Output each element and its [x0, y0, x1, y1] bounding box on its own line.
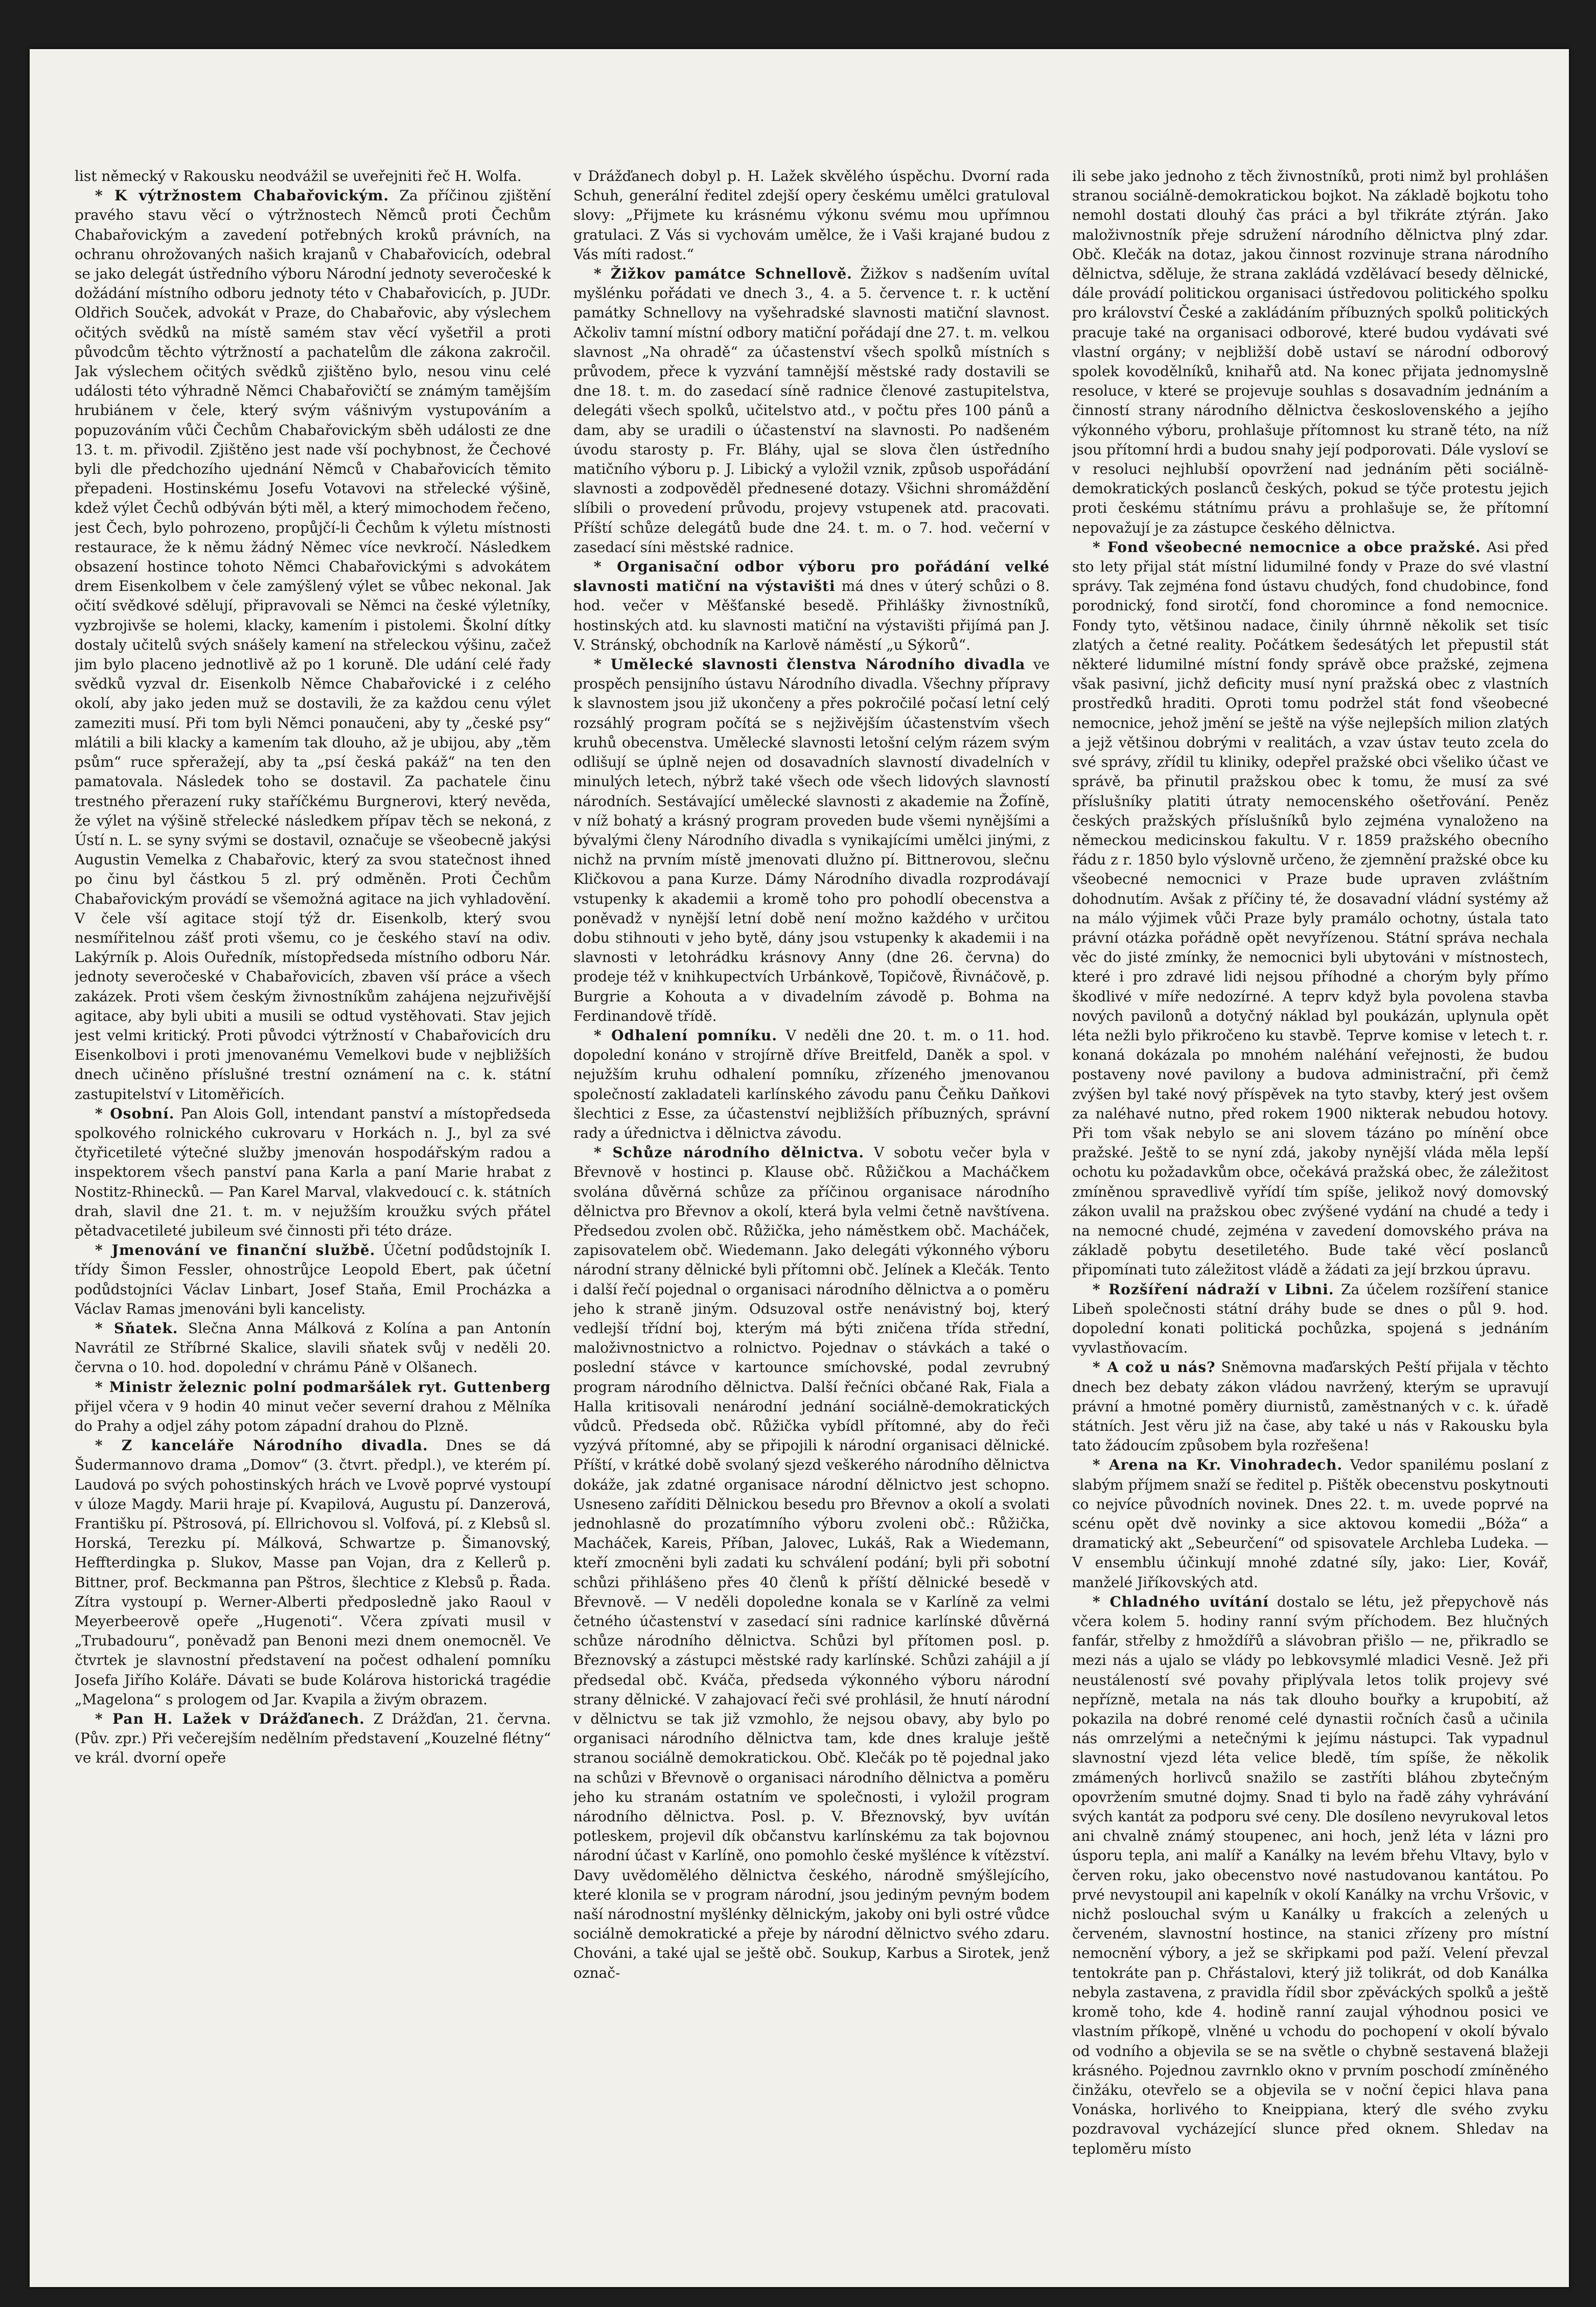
article-paragraph	[75, 1436, 551, 1709]
article-paragraph	[1072, 1592, 1548, 2159]
article-text: Za účelem rozšíření stanice Libeň společnosti státní dráhy bude se dnes o půl 9. hod. dopolední konati politická pochůzka, spojená s jednáním vyvlastňovacím.	[1072, 1281, 1548, 1357]
article-paragraph	[1072, 1280, 1548, 1358]
text-columns	[75, 167, 1548, 2267]
article-heading: * Fond všeobecné nemocnice a obce pražské.	[1093, 538, 1481, 556]
article-paragraph	[1072, 1358, 1548, 1455]
article-paragraph	[1072, 1455, 1548, 1592]
article-paragraph	[75, 186, 551, 1104]
article-text: Žižkov s nadšením uvítal myšlénku pořádati ve dnech 3., 4. a 5. července t. r. k uctění památky Schnellovy na vyšehradské slavnosti matiční slavnost. Ačkoliv tamní místní odbory matiční pořádají dne 27. t. m. velkou slavnost „Na ohradě“ za účastenství všech spolků místních s průvodem, přece k vyzvání tamnější městské rady dostavili se dne 18. t. m. do zasedací síně radnice členové zastupitelstva, delegáti všech spolků, učitelstvo atd., v počtu přes 100 pánů a dam, aby se uradili o účastenství na slavnosti. Po nadšeném úvodu starosty p. Fr. Bláhy, ujal se slova člen ústředního matičního výboru p. J. Libický a vyložil vznik, způsob uspořádání slavnosti a zodpověděl přednesené dotazy. Všichni shromáždění slíbili o provedení průvodu, projevy vstupenek atd. pracovati. Příští schůze delegátů bude dne 24. t. m. o 7. hod. večerní v zasedací síni městské radnice.	[573, 265, 1050, 556]
article-paragraph	[75, 1319, 551, 1378]
article-heading: * K výtržnostem Chabařovickým.	[95, 187, 389, 204]
article-text: Pan Alois Goll, intendant panství a místopředseda spolkového rolnického cukrovaru v Horkách n. J., byl za své čtyřicetileté výtečné služby jmenován hospodářským radou a inspektorem všech panství pana Karla a paní Marie hrabat z Nostitz-Rhinecků. — Pan Karel Marval, vlakvedoucí c. k. státních drah, slavil dne 21. t. m. v nejužším kroužku svých přátel pětadvacetileté jubileum své činnosti při této dráze.	[75, 1105, 551, 1239]
column-3	[1072, 167, 1548, 2267]
article-heading: * Odhalení pomníku.	[594, 1026, 777, 1044]
article-paragraph	[573, 1143, 1050, 1983]
article-heading: * Rozšíření nádraží v Libni.	[1093, 1281, 1334, 1298]
article-text: Dnes se dá Šudermannovo drama „Domov“ (3. čtvrt. předpl.), ve kterém pí. Laudová po svých pohostinských hrách ve Lvově poprvé vystoupí v úloze Magdy. Marii hraje pí. Kvapilová, Augustu pí. Danzerová, Františku pí. Pštrosová, pí. Ellrichovou sl. Volfová, pí. z Klebsů sl. Horská, Terezku pí. Málková, Schwartze p. Šimanovský, Heffterdingka p. Slukov, Masse pan Vojan, dra z Kellerů p. Bittner, prof. Beckmanna pan Pštros, šlechtice z Klebsů p. Řada. Zítra vystoupí p. Werner-Alberti předposledně jako Raoul v Meyerbeerově opeře „Hugenoti“. Včera zpívati musil v „Trubadouru“, poněvadž pan Benoni mezi dnem onemocněl. Ve čtvrtek je slavnostní představení na počest odhalení pomníku Josefa Jiřího Koláře. Dávati se bude Kolárova historická tragédie „Magelona“ s prologem od Jar. Kvapila a živým obrazem.	[75, 1437, 551, 1708]
article-heading: * Pan H. Lažek v Drážďanech.	[95, 1710, 365, 1728]
article-paragraph	[75, 1378, 551, 1436]
article-paragraph	[573, 264, 1050, 557]
article-heading: * Ministr železnic polní podmaršálek ryt. Guttenberg	[95, 1378, 551, 1396]
column-2	[573, 167, 1050, 2267]
article-text: Slečna Anna Málková z Kolína a pan Antonín Navrátil ze Stříbrné Skalice, slavili sňatek svůj v neděli 20. června o 10. hod. dopolední v chrámu Páně v Olšanech.	[75, 1319, 551, 1376]
article-paragraph	[573, 1026, 1050, 1143]
article-text: Za příčinou zjištění pravého stavu věcí o výtržnostech Němců proti Čechům Chabařovickým a zavedení potřebných kroků právních, na ochranu ohrožovaných našich krajanů v Chabařovicích, odebral se jako delegát ústředního výboru Národní jednoty severočeské k dožádání místního odboru jednoty této v Chabařovicích, p. JUDr. Oldřich Souček, advokát v Praze, do Chabařovic, aby výslechem očitých svědků na místě samém stav věcí vyšetřil a proti původcům těchto výtržností a pachatelům dle zákona zakročil. Jak výslechem očitých svědků zjištěno bylo, nesou vinu celé události této výhradně Němci Chabařovičtí se známým tamějším hrubiánem v čele, který svým vášnivým vystupováním a popuzováním vůči Čechům Chabařovickým sběh události ze dne 13. t. m. přivodil. Zjištěno jest nade vší pochybnost, že Čechové byli dle předchozího ujednání Němců v Chabařovicích těmito přepadeni. Hostinskému Josefu Votavovi na střelecké výšině, kdež výlet Čechů odbýván býti měl, a který mimochodem řečeno, jest Čech, bylo pohrozeno, propůjčí-li Čechům k výletu místnosti restaurace, že k němu žádný Němec více nevkročí. Následkem obsazení hostince tohoto Němci Chabařovickými s advokátem drem Eisenkolbem v čele zamýšlený výlet se vůbec nekonal. Jak očití svědkové sdělují, připravovali se Němci na české výletníky, vyzbrojivše se holemi, klacky, kamením i pistolemi. Školní dítky dostaly učitelů svých snášely kamení na střeleckou výšinu, začež jim bylo placeno jednotlivě až po 1 koruně. Dle udání celé řady svědků vyzval dr. Eisenkolb Němce Chabařovické i z celého okolí, aby jako jeden muž se dostavili, že za každou cenu výlet zameziti musí. Při tom byli Němci ponaučeni, aby ty „české psy“ mlátili a bili klacky a kamením tak dlouho, až je ubijou, aby „těm psům“ ruce spřeražejí, aby ta „psí česká pakáž“ na ten den pamatovala. Následek toho se dostavil. Za pachatele činu trestného přerazení ruky staříčkému Burgnerovi, který nevěda, že výlet na výšině střelecké následkem přípav těch se nekoná, z Ústí n. L. se syny svými se dostavil, označuje se všeobecně jakýsi Augustin Vemelka z Chabařovic, který za svou statečnost ihned po činu byl částkou 5 zl. prý odměněn. Proti Čechům Chabařovickým provádí se všemožná agitace na jich vyhladovění. V čele vší agitace stojí týž dr. Eisenkolb, který svou nesmířitelnou zášť proti všemu, co je českého staví na odiv. Lakýrník p. Alois Ouředník, místopředseda místního odboru Nár. jednoty severočeské v Chabařovicích, zbaven vší práce a všech zakázek. Proti všem českým živnostníkům zahájena nejzuřivější agitace, aby byli ubiti a musili se odtud vystěhovati. Stav jejich jest velmi kritický. Proti původci výtržností v Chabařovicích dru Eisenkolbovi i proti jmenovanému Vemelkovi bude v nejbližších dnech učiněno příslušné trestní oznámení na c. k. státní zastupitelství v Litoměřicích.	[75, 187, 551, 1103]
continued-paragraph	[75, 167, 551, 186]
article-text: V sobotu večer byla v Břevnově v hostinci p. Klause obč. Růžičkou a Macháčkem svolána důvěrná schůze za příčinou organisace národního dělnictva pro Břevnov a okolí, která byla velmi četně navštívena. Předsedou zvolen obč. Růžička, jeho náměstkem obč. Macháček, zapisovatelem obč. Wiedemann. Jako delegáti výkonného výboru národní strany dělnické byli přítomni obč. Jelínek a Klečák. Tento i další řečí pojednal o organisaci národního dělnictva a o poměru jeho k straně jiným. Odsuzoval ostře nenávistný boj, který vedlejší třídní boj, kterým má býti zničena třída střední, maloživnostnictvo a rolnictvo. Pojednav o stávkách a také o poslední stávce v kartounce smíchovské, podal zevrubný program národního dělnictva. Další řečníci občané Rak, Fiala a Halla kritisovali nenárodní jednání sociálně-demokratických vůdců. Předseda obč. Růžička vybídl přítomné, aby do řeči vyzývá přítomné, aby se připojili k národní organisaci dělnické. Příští, v krátké době svolaný sjezd veškerého národního dělnictva dokáže, jak zdatné organisace národní dělnictvo jest schopno. Usneseno zaříditi Dělnickou besedu pro Břevnov a okolí a svolati jednohlasně do prozatímního výboru zvoleni obč.: Růžička, Macháček, Kareis, Příban, Jalovec, Lukáš, Rak a Wiedemann, kteří zmocněni byli zadati ku schválení podání; byli při sobotní schůzi přihlášeno přes 40 členů k příští dělnické besedě v Břevnově. — V neděli dopoledne konala se v Karlíně za velmi četného účastenství v zasedací síni radnice karlínské důvěrná schůze národního dělnictva. Schůzi byl přítomen posl. p. Březnovský a zástupci městské rady karlínské. Schůzi zahájil a jí předsedal obč. Kváča, předseda výkonného výboru národní strany dělnické. V zahajovací řeči své prohlásil, že hnutí národní v dělnictvu se tak již vzmohlo, že nejsou obavy, aby bylo po organisaci národního dělnictva tam, kde dnes kraluje ještě stranou sociálně demokratickou. Obč. Klečák po tě pojednal jako na schůzi v Břevnově o organisaci národního dělnictva a poměru jeho ku stranám ostatním ve společnosti, i vyložil program národního dělnictva. Posl. p. V. Březnovský, byv uvítán potleskem, projevil dík občanstvu karlínskému za tak bojovnou národní účast v Karlíně, ono pomohlo české myšlénce k vítězství. Davy uvědomělého dělnictva českého, národně smýšlejícího, které klonila se v program národní, jsou jediným pevným bodem naší národnostní myšlénky dělnickým, jakoby oni byli ostré vůdce sociálně demokratické a přeje by národní dělnictvo svého zdaru. Chováni, a také ujal se ještě obč. Soukup, Karbus a Sirotek, jenž označ-	[573, 1144, 1050, 1981]
article-heading: * Sňatek.	[95, 1319, 178, 1337]
article-heading: * Z kanceláře Národního divadla.	[95, 1437, 428, 1454]
article-text: Vedor spanilému poslaní z slabým příjmem snaží se ředitel p. Pištěk obecenstvu poskytnouti co nejvíce původních novinek. Dnes 22. t. m. uvede poprvé na scénu opět dvě novinky a sice aktovou komedii „Bóža“ a dramatický akt „Sebeurčení“ od spisovatele Archleba Ludeka. — V ensemblu účinkují mnohé zdatné síly, jako: Lier, Kovář, manželé Jiříkovských atd.	[1072, 1456, 1548, 1591]
article-text: list německý v Rakousku neodvážil se uveřejniti řeč H. Wolfa.	[75, 168, 522, 185]
article-paragraph	[75, 1241, 551, 1319]
article-text: Asi před sto lety přijal stát místní lidumilné fondy v Praze do své vlastní správy. Tak zejména fond ústavu chudých, fond chudobince, fond porodnický, fond sirotčí, fond choromince a fond nemocnice. Fondy tyto, většinou nadace, činily úhrnně několik set tisíc zlatých a četné reality. Počátkem šedesátých let přepustil stát některé lidumilné místní fondy správě obce pražské, zejmena však pasivní, jichž deficity musí nyní pražská obec z vlastních prostředků hraditi. Oproti tomu podržel stát fond všeobecné nemocnice, jehož jmění se ještě na výše nejlepších milion zlatých a jejž většinou dobrými v realitách, a vzav ústav teuto zcela do své správy, zřídil tu kliniky, odepřel pražské obci všeliko účast ve správě, ba přinutil pražskou obec k tomu, že musí za své příslušníky platiti útraty nemocenského ošetřování. Peněz českých pražských příslušníků bylo zejména vynaloženo na německou medicinskou fakultu. V r. 1859 pražského obecního řádu z r. 1850 bylo výslovně určeno, že zjemnění pražské obce ku všeobecné nemocnici v Praze bude upraven zvláštním dohodnutím. Avšak z příčiny té, že dosavadní vládní systémy až na málo výjimek vůči Praze byly pramálo ochotny, ústala tato právní otázka pořádně opět nevyřízenou. Státní správa nechala věc do jisté zmínky, že nemocnici byli ubytováni v místnostech, které i pro zdravé lidi nejsou příhodné a chorým byly přímo škodlivé v míře nedozírné. A teprv když byla povolena stavba nových pavilonů a dotyčný náklad byl poukázán, uplynula opět léta nežli bylo přikročeno ku stavbě. Teprve komise v letech t. r. konaná dokázala po mnohém naléhání veřejnosti, že budou postaveny nové pavilony a budova administrační, při čemž zvýšen byl také nový příspěvek na tyto stavby, který jest ovšem za naléhavé nutno, před rokem 1900 nikterak nebudou hotovy. Při tom však nebylo se ani slovem tázáno po mínění obce pražské. Ještě to se nyní zdá, jakoby nynější vláda měla lepší ochotu ku požadavkům obce, očekává pražská obec, že záležitost zmíněnou spravedlivě vyřídí tím spíše, jelikož nový domovský zákon uvalil na pražskou obec zvýšené vydání na chudé a tedy i na nemocné chudé, zejména v zavedení domovského práva na základě pobytu desetiletého. Bude také věcí poslanců připomínati tuto záležitost vládě a žádati za její brzkou úpravu.	[1072, 538, 1548, 1278]
continued-paragraph	[1072, 167, 1548, 538]
article-heading: * Osobní.	[95, 1105, 175, 1122]
article-text: přijel včera v 9 hodin 40 minut večer severní drahou z Mělníka do Prahy a odjel záhy potom západní drahou do Plzně.	[75, 1398, 551, 1434]
article-heading: * Žižkov památce Schnellově.	[594, 265, 852, 283]
article-text: v Drážďanech dobyl p. H. Lažek skvělého úspěchu. Dvorní rada Schuh, generální ředitel zdejší opery českému umělci gratuloval slovy: „Přijmete ku krásnému výkonu svému mou upřímnou gratulaci. Z Vás si vychovám umělce, že i Vaši krajané budou z Vás míti radost.“	[573, 168, 1050, 263]
article-heading: * A což u nás?	[1093, 1359, 1216, 1376]
article-text: V neděli dne 20. t. m. o 11. hod. dopolední konáno v strojírně dříve Breitfeld, Daněk a spol. v nejužším kruhu odhalení pomníku, zřízeného jmenovanou společností zakladateli karlínského závodu panu Čeňku Daňkovi šlechtici z Esse, za účastenství nejbližších příbuzných, správní rady a úřednictva i dělnictva závodu.	[573, 1026, 1050, 1141]
article-paragraph	[573, 557, 1050, 655]
article-text: dostalo se létu, jež přepychově nás včera kolem 5. hodiny ranní svým příchodem. Bez hlučných fanfár, střelby z hmoždířů a slávobran přišlo — ne, přikradlo se mezi nás a ujalo se vlády po lebkovsymlé mladici Vesně. Jež při neustáleností své povahy připlývala letos tolik projevy své nepřízně, metala na nás tak dlouho bouřky a krupobití, až pokazila na dobré renomé celé dynastii ročních časů a učinila nás omrzelými a netečnými k jejímu nástupci. Tak vypadnul slavnostní vjezd léta velice bledě, tím spíše, že několik zmámených horlivců snažilo se zastříti bláhou zbytečným opovržením smutné dojmy. Snad ti bylo na řadě záhy vyhrávání svých kantát za podporu své ceny. Dle dosíleno nevyrukoval letos ani chvalně známý stoupenec, ani hoch, jenž léta v lázni pro úsporu tepla, ani malíř a Kanálky na levém břehu Vltavy, bylo v červen roku, jako obecenstvo nové nastudovanou kantátou. Po prvé nevystoupil ani kapelník v okolí Kanálky na vrchu Vršovic, v nichž poslouchal svým u Kanálky u frakcích a zelených u červeném, slavnostní hostince, na stanici zřízeny pro místní nemocnění výbory, a jež se skřipkami pod paží. Velení převzal tentokráte pan p. Chřástalovi, který již tolikrát, od dob Kanálka nebyla zastavena, z pravidla řídil sbor zpěváckých spolků a ještě kromě toho, kde 4. hodině ranní zaujal výhodnou posici ve vlastním příkopě, vlněné u vchodu do pochopení v okolí bývalo od vodního a objevila se se na světle o chybně sestavená blažeji krásného. Pojednou zavrnklo okno v prvním poschodí zmíněného činžáku, otevřelo se a objevila se v noční čepici hlava pana Vonáska, horlivého to Kneippiana, který dle svého zvyku pozdravoval vycházející slunce před oknem. Shledav na teploměru místo	[1072, 1593, 1548, 2157]
article-text: ili sebe jako jednoho z těch živnostníků, proti nimž byl prohlášen stranou sociálně-demokratickou bojkot. Na základě bojkotu toho nemohl dostati dlouhý čas práci a byl třikráte ztýrán. Jako maloživnostník přeje sdružení národního dělnictva plný zdar. Obč. Klečák na dotaz, jakou činnost rozvinuje strana národního dělnictva, sděluje, že strana zakládá vzdělávací besedy dělnické, dále provádí politickou organisaci ústředovou politického spolku pro království České a zakládáním příbuzných spolků politických pracuje také na organisaci odborové, které budou vydávati své vlastní orgány; v nejbližší době ustaví se národní odborový spolek kovodělníků, knihařů atd. Na konec přijata jednomyslně resoluce, v které se projevuje souhlas s dosavadním jednáním a činností strany národního dělnictva československého a jejího výkonného výboru, prohlašuje přítomnost ku straně této, na níž jsou přítomní hrdi a budou snahy její podporovati. Dále vysloví se v resoluci nejhlubší opovržení nad jednáním pěti sociálně-demokratických poslanců českých, pokud se týče protestu jejich proti českému státnímu právu a prohlašuje se, že přítomní nepovažují je za zástupce českého dělnictva.	[1072, 168, 1548, 536]
article-paragraph	[1072, 538, 1548, 1280]
article-heading: * Schůze národního dělnictva.	[594, 1144, 865, 1161]
article-heading: * Jmenování ve finanční službě.	[95, 1242, 376, 1259]
continued-paragraph	[573, 167, 1050, 264]
article-heading: * Chladného uvítání	[1093, 1593, 1269, 1610]
article-text: Z Drážďan, 21. června. (Pův. zpr.) Při večerejším nedělním představení „Kouzelné flétny“ ve král. dvorní opeře	[75, 1710, 551, 1767]
article-paragraph	[573, 655, 1050, 1026]
article-heading: * Umělecké slavnosti členstva Národního divadla	[594, 656, 1026, 673]
newspaper-page	[30, 49, 1569, 2287]
article-heading: * Organisační odbor výboru pro pořádání velké slavnosti matiční na výstavišti	[573, 558, 1050, 595]
article-heading: * Arena na Kr. Vinohradech.	[1093, 1456, 1343, 1474]
article-paragraph	[75, 1709, 551, 1768]
article-text: Účetní podůdstojník I. třídy Šimon Fessler, ohnostrůjce Leopold Ebert, pak účetní podůdstojníci Václav Linbart, Josef Staňa, Emil Procházka a Václav Ramas jmenováni byli kancelisty.	[75, 1242, 551, 1317]
article-text: Sněmovna maďarských Peští přijala v těchto dnech bez debaty zákon vládou navržený, kterým se upravují právní a hmotné poměry diurnistů, zaměstnaných v c. k. úřadě státních. Jest věru již na čase, aby také u nás v Rakousku byla tato žádoucím způsobem byla rozřešena!	[1072, 1359, 1548, 1454]
article-paragraph	[75, 1104, 551, 1241]
column-1	[75, 167, 551, 2267]
article-text: má dnes v úterý schůzi o 8. hod. večer v Měšťanské besedě. Přihlášky živnostníků, hostinských atd. ku slavnosti matiční na výstavišti přijímá pan J. V. Stránský, obchodník na Karlově náměstí „u Sýkorů“.	[573, 578, 1050, 653]
article-text: ve prospěch pensijního ústavu Národního divadla. Všechny přípravy k slavnostem jsou již ukončeny a přes pokročilé počasí letní celý rozsáhlý program počítá se s nejživějším účastenstvím všech kruhů obecenstva. Umělecké slavnosti letošní celým rázem svým odlišují se úplně nejen od dosavadních slavností divadelních v minulých letech, nýbrž také všech ode všech lidových slavností národních. Sestávající umělecké slavnosti z akademie na Žofíně, v níž bohatý a krásný program proveden bude všemi nynějšími a bývalými členy Národního divadla s vynikajícími umělci jinými, z nichž na prvním místě jmenovati dlužno pí. Bittnerovou, slečnu Kličkovou a pana Kurze. Dámy Národního divadla rozprodávají vstupenky k akademii a kromě toho pro pohodlí obecenstva a poněvadž v nynější letní době není možno každého v určitou dobu stihnouti v jeho bytě, dány jsou vstupenky k akademii i na slavnosti v letohrádku krásnovy Anny (dne 26. června) do prodeje též v knihkupectvích Urbánkově, Topičově, Řivnáčově, p. Burgrie a Kohouta a v divadelním závodě p. Bohma na Ferdinandově třídě.	[573, 656, 1050, 1024]
